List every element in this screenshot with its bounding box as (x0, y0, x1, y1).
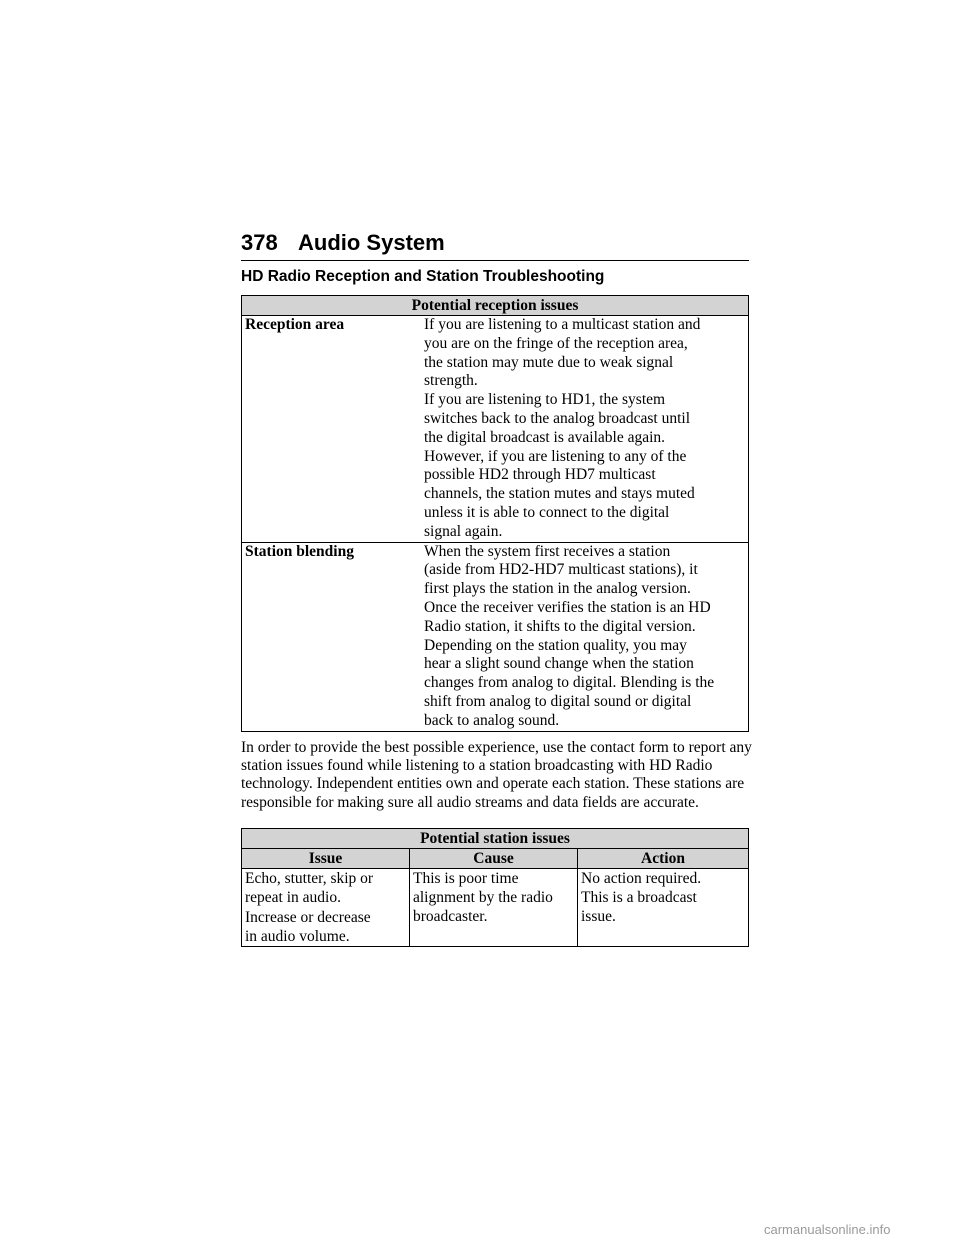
text-line: If you are listening to a multicast station and (424, 316, 701, 333)
text-line: unless it is able to connect to the digital (424, 503, 670, 521)
page-header (241, 228, 749, 261)
text-line: Once the receiver verifies the station is an HD (424, 598, 711, 616)
page-number: 378 (241, 230, 278, 255)
text-line: If you are listening to HD1, the system (424, 391, 666, 409)
text-line: the station may mute due to weak signal (424, 353, 674, 371)
cause-paragraph (413, 869, 576, 926)
row-label: Station blending (242, 542, 419, 731)
table-row (242, 316, 749, 543)
column-header-issue: Issue (242, 849, 410, 869)
text-line: Increase or decrease (245, 909, 371, 926)
issue-paragraph (245, 908, 408, 946)
text-line: No action required. (581, 870, 702, 887)
text-line: in audio volume. (245, 928, 350, 945)
reception-issues-table (241, 295, 749, 732)
intro-paragraph: In order to provide the best possible experience, use the contact form to report any station issues found while listening to a station broadcasting with HD Radio technology. Independent entities own and operate each station. These stations are responsible for making sure all audio streams and data fields are accurate. (241, 739, 752, 811)
row-description (418, 542, 749, 731)
text-line: signal again. (424, 522, 503, 540)
text-line: hear a slight sound change when the station (424, 655, 694, 673)
action-cell (578, 869, 749, 947)
description-paragraph (424, 316, 747, 391)
section-title: HD Radio Reception and Station Troubleshooting (241, 268, 605, 285)
text-line: issue. (581, 908, 616, 925)
text-line: shift from analog to digital sound or digital (424, 692, 692, 710)
watermark: carmanualsonline.info (764, 1222, 891, 1237)
text-line: (aside from HD2-HD7 multicast stations), it (424, 561, 698, 579)
issue-paragraph (245, 869, 408, 907)
text-line: you are on the fringe of the reception area, (424, 334, 688, 352)
text-line: back to analog sound. (424, 711, 560, 729)
table-row (242, 869, 749, 947)
reception-table-title: Potential reception issues (242, 296, 749, 316)
text-line: changes from analog to digital. Blending is the (424, 674, 715, 692)
text-line: repeat in audio. (245, 889, 341, 906)
description-paragraph (424, 543, 747, 731)
issue-cell (242, 869, 410, 947)
text-line: possible HD2 through HD7 multicast (424, 466, 656, 484)
station-table-title: Potential station issues (242, 829, 749, 849)
text-line: This is poor time (413, 870, 519, 887)
action-paragraph (581, 869, 747, 926)
row-description (418, 316, 749, 543)
chapter-title: Audio System (298, 230, 445, 255)
table-row (242, 542, 749, 731)
text-line: first plays the station in the analog version. (424, 580, 691, 598)
text-line: strength. (424, 372, 478, 390)
text-line: switches back to the analog broadcast until (424, 409, 691, 427)
description-paragraph (424, 391, 747, 541)
cause-cell (410, 869, 578, 947)
text-line: channels, the station mutes and stays muted (424, 485, 695, 503)
text-line: the digital broadcast is available again. (424, 428, 666, 446)
text-line: This is a broadcast (581, 889, 697, 906)
station-issues-table (241, 828, 749, 947)
column-header-cause: Cause (410, 849, 578, 869)
text-line: When the system first receives a station (424, 542, 671, 560)
text-line: Depending on the station quality, you may (424, 636, 687, 654)
text-line: broadcaster. (413, 908, 488, 925)
text-line: alignment by the radio (413, 889, 553, 906)
text-line: Echo, stutter, skip or (245, 870, 374, 887)
text-line: However, if you are listening to any of the (424, 447, 687, 465)
column-header-action: Action (578, 849, 749, 869)
text-line: Radio station, it shifts to the digital version. (424, 617, 696, 635)
row-label: Reception area (242, 316, 419, 543)
